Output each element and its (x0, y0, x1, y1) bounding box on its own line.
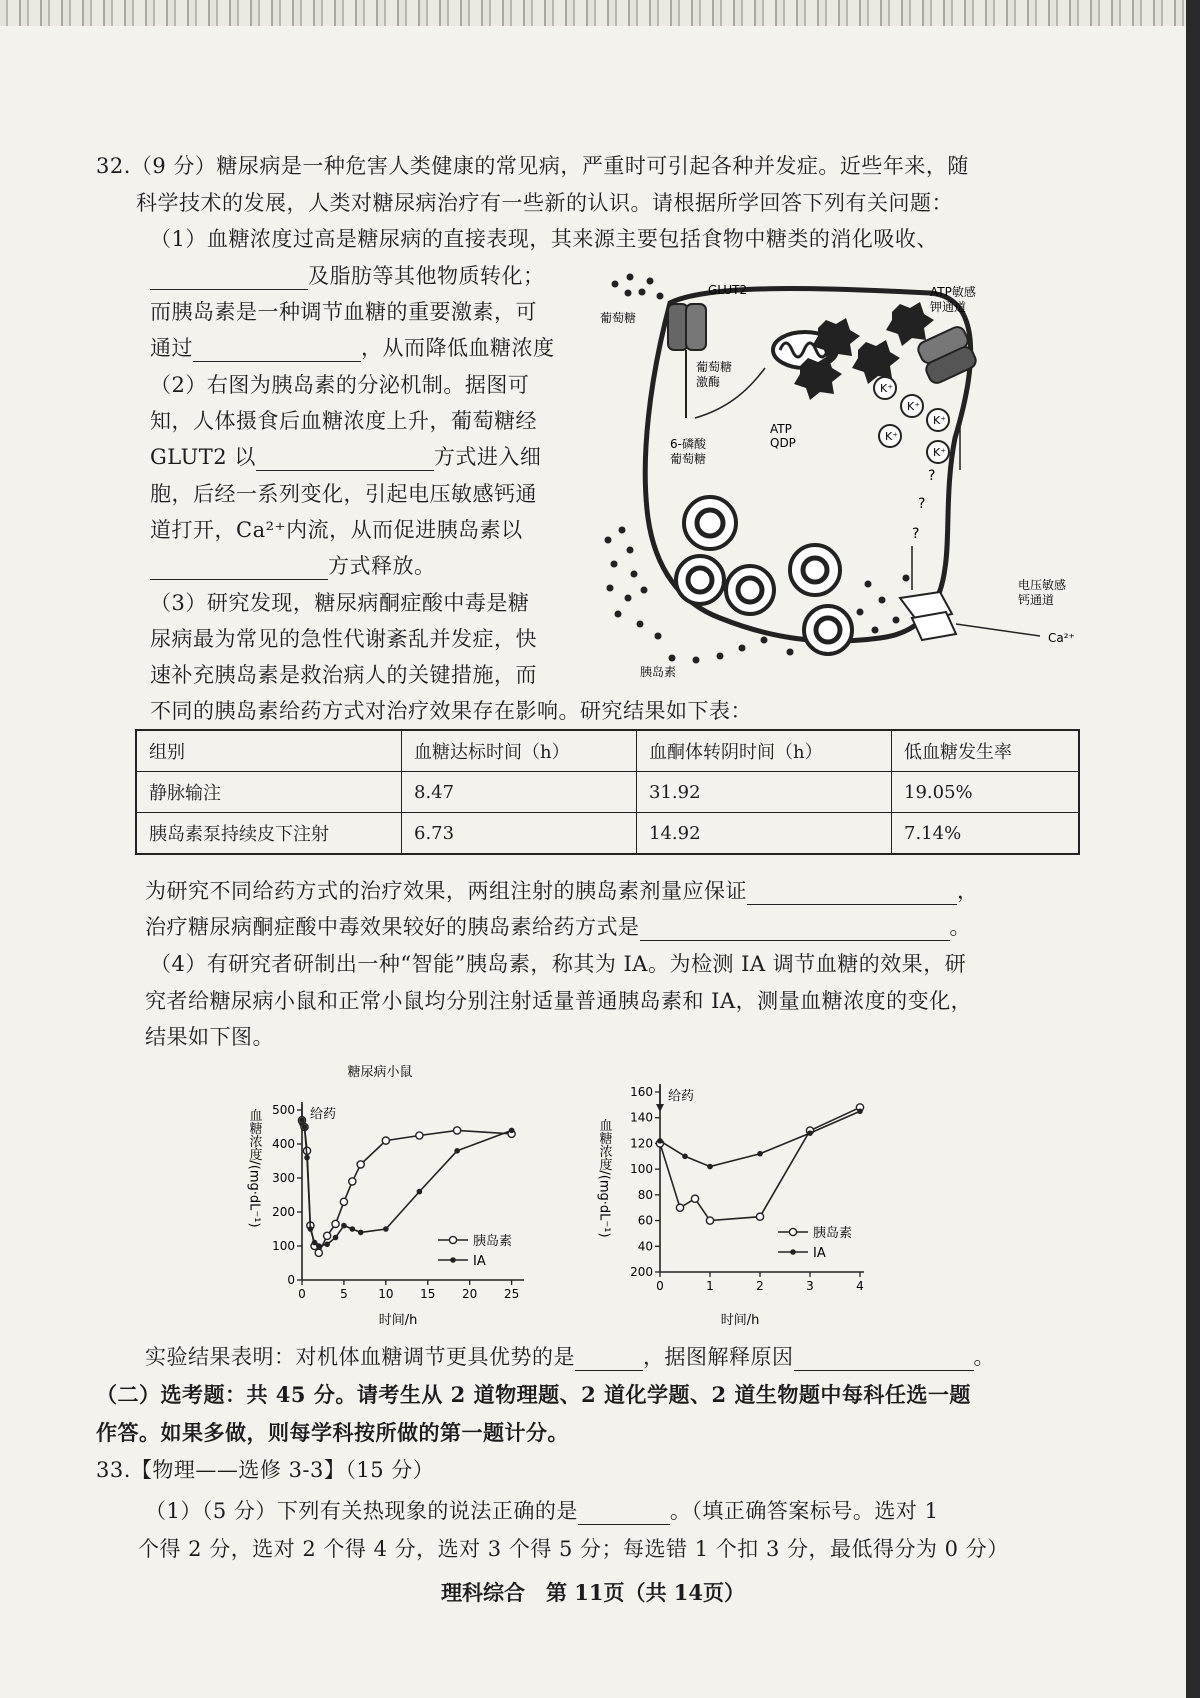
q32-conclusion: 实验结果表明：对机体血糖调节更具优势的是 ，据图解释原因 。 (145, 1345, 995, 1369)
q32-part2-line1: （2）右图为胰岛素的分泌机制。据图可 (150, 373, 530, 397)
table-cell: 胰岛素泵持续皮下注射 (136, 813, 402, 855)
data-point-ia (807, 1130, 813, 1136)
insulin-label: 胰岛素 (640, 665, 677, 679)
data-point-ia (383, 1226, 389, 1232)
q32-part2-line4: 胞，后经一系列变化，引起电压敏感钙通 (150, 482, 537, 506)
table-row (136, 813, 1079, 855)
q32-part1-line3: 而胰岛素是一种调节血糖的重要激素，可 (150, 300, 537, 324)
data-point-insulin (349, 1178, 356, 1185)
g6p-label: 6-磷酸葡萄糖 (670, 437, 707, 466)
answer-blank[interactable] (575, 1348, 643, 1371)
x-tick-label: 2 (756, 1279, 764, 1293)
table-cell: 6.73 (402, 813, 637, 855)
q33-line2: 个得 2 分，选对 2 个得 4 分，选对 3 个得 5 分；每选错 1 个扣 3 分，最低得分为 0 分） (138, 1537, 1009, 1561)
q32-part2-line2: 知，人体摄食后血糖浓度上升，葡萄糖经 (150, 409, 537, 433)
answer-blank[interactable] (640, 918, 950, 941)
ca-ion-label: Ca²⁺ (1048, 631, 1075, 645)
q32-part4-line3: 结果如下图。 (145, 1025, 274, 1049)
table-header-cell: 低血糖发生率 (892, 730, 1080, 772)
data-point-ia (417, 1189, 423, 1195)
data-point-ia (657, 1138, 663, 1144)
table-cell: 19.05% (892, 772, 1080, 813)
table-row (136, 772, 1079, 813)
answer-blank[interactable] (150, 267, 308, 290)
x-tick-label: 25 (503, 1287, 520, 1301)
q32-part4-line1: （4）有研究者研制出一种“智能”胰岛素，称其为 IA。为检测 IA 调节血糖的效果，研 (150, 952, 967, 976)
data-point-insulin (454, 1127, 461, 1134)
answer-blank[interactable] (747, 882, 957, 905)
y-tick-label: 100 (630, 1162, 653, 1177)
section2-line1: （二）选考题：共 45 分。请考生从 2 道物理题、2 道化学题、2 道生物题中每科任选一题 (96, 1382, 971, 1407)
potassium-ions (874, 377, 949, 463)
q32-after-table-line2: 治疗糖尿病酮症酸中毒效果较好的胰岛素给药方式是 。 (145, 915, 971, 939)
data-point-insulin (706, 1217, 713, 1224)
glucose-particles (612, 274, 664, 300)
legend-label: 胰岛素 (813, 1226, 853, 1241)
answer-blank[interactable] (578, 1502, 670, 1525)
data-point-insulin (756, 1213, 763, 1220)
data-point-ia (324, 1242, 330, 1248)
q33-line1: （1）（5 分）下列有关热现象的说法正确的是 。（填正确答案标号。选对 1 (145, 1499, 939, 1523)
y-tick-label: 100 (272, 1239, 295, 1253)
q32-part2-line5: 道打开，Ca²⁺内流，从而促进胰岛素以 (150, 518, 523, 542)
x-tick-label: 0 (656, 1279, 664, 1293)
data-point-ia (308, 1226, 314, 1232)
data-point-insulin (382, 1137, 389, 1144)
legend-marker (790, 1249, 796, 1255)
q32-part1-line1: （1）血糖浓度过高是糖尿病的直接表现，其来源主要包括食物中糖类的消化吸收、 (150, 227, 938, 251)
legend-marker (449, 1236, 456, 1243)
section2-line2: 作答。如果多做，则每学科按所做的第一题计分。 (96, 1420, 569, 1445)
data-point-ia (316, 1243, 322, 1249)
legend-label: 胰岛素 (473, 1234, 513, 1249)
y-tick-label: 160 (630, 1085, 653, 1099)
data-point-ia (857, 1108, 863, 1114)
page-edge-shadow (1186, 0, 1200, 1698)
x-tick-label: 10 (378, 1287, 394, 1301)
x-tick-label: 4 (856, 1279, 864, 1293)
table-header-cell: 血糖达标时间（h） (402, 730, 637, 772)
data-point-insulin (324, 1232, 331, 1239)
enzyme-label: 葡萄糖激酶 (696, 360, 733, 389)
data-point-insulin (676, 1204, 683, 1211)
data-point-ia (350, 1226, 356, 1232)
table-cell: 14.92 (637, 813, 892, 855)
k-channel-label: ATP敏感钾通道 (930, 285, 976, 314)
data-point-ia (304, 1155, 310, 1161)
q32-part3-line1: （3）研究发现，糖尿病酮症酸中毒是糖 (150, 591, 530, 615)
binding-edge (0, 0, 1200, 26)
q32-intro-line2: 科学技术的发展，人类对糖尿病治疗有一些新的认识。请根据所学回答下列有关问题： (136, 191, 953, 215)
q33-title: 33.【物理——选修 3-3】（15 分） (96, 1458, 435, 1482)
svg-text:K⁺: K⁺ (907, 400, 921, 413)
data-point-ia (299, 1117, 305, 1123)
q32-part2-line6: 方式释放。 (150, 552, 436, 580)
unknown-step-1: ? (928, 468, 936, 484)
data-point-insulin (315, 1249, 322, 1256)
answer-blank[interactable] (193, 339, 361, 362)
unknown-step-3: ? (912, 526, 920, 542)
q32-part4-line2: 究者给糖尿病小鼠和正常小鼠均分别注射适量普通胰岛素和 IA，测量血糖浓度的变化， (145, 989, 973, 1013)
y-tick-label: 500 (272, 1103, 295, 1117)
svg-text:K⁺: K⁺ (880, 382, 894, 395)
table-header-row (136, 730, 1079, 772)
y-tick-label: 0 (287, 1273, 295, 1287)
data-point-insulin (357, 1161, 364, 1168)
data-point-ia (358, 1230, 364, 1236)
q32-part1-line2: 及脂肪等其他物质转化； (150, 262, 545, 290)
series-line-insulin (302, 1120, 512, 1253)
q32-part2-line3: GLUT2 以 方式进入细 (150, 445, 542, 469)
y-tick-label: 200 (630, 1265, 653, 1279)
svg-text:K⁺: K⁺ (933, 446, 947, 459)
y-tick-label: 80 (637, 1187, 653, 1202)
data-point-ia (333, 1235, 339, 1241)
ca-channel (900, 592, 956, 640)
q32-part3-line2: 尿病最为常见的急性代谢紊乱并发症，快 (150, 627, 537, 651)
x-tick-label: 1 (706, 1279, 714, 1293)
svg-text:K⁺: K⁺ (933, 414, 947, 427)
answer-blank[interactable] (256, 448, 434, 471)
x-axis-label: 时间/h (720, 1313, 760, 1328)
data-point-ia (454, 1148, 460, 1154)
data-point-insulin (332, 1220, 339, 1227)
data-point-ia (707, 1164, 713, 1170)
data-point-insulin (416, 1132, 423, 1139)
table-header-cell: 组别 (136, 730, 402, 772)
x-tick-label: 3 (806, 1279, 814, 1293)
x-tick-label: 0 (298, 1287, 306, 1301)
glut2-transporter (668, 304, 706, 350)
legend-marker (789, 1228, 796, 1235)
table-cell: 31.92 (637, 772, 892, 813)
data-point-ia (302, 1124, 308, 1130)
glut2-label: GLUT2 (708, 283, 748, 297)
legend-marker (450, 1257, 456, 1263)
y-tick-label: 400 (272, 1137, 295, 1151)
answer-blank[interactable] (150, 557, 328, 580)
arrow-ca-in (956, 624, 1040, 636)
chart-title: 糖尿病小鼠 (347, 1065, 413, 1080)
y-tick-label: 120 (630, 1136, 653, 1151)
y-tick-label: 200 (272, 1205, 295, 1219)
ca-channel-label: 电压敏感钙通道 (1018, 578, 1067, 607)
series-line-ia (660, 1111, 860, 1166)
legend-label: IA (813, 1246, 826, 1261)
dose-annotation: 给药 (668, 1089, 695, 1104)
data-point-ia (757, 1151, 763, 1157)
dose-annotation: 给药 (310, 1107, 337, 1122)
x-axis-label: 时间/h (378, 1313, 418, 1328)
table-cell: 8.47 (402, 772, 637, 813)
table-header-cell: 血酮体转阴时间（h） (637, 730, 892, 772)
legend-label: IA (473, 1254, 486, 1269)
atp-adp-label: ATP QDP (770, 422, 796, 450)
q32-after-table-line1: 为研究不同给药方式的治疗效果，两组注射的胰岛素剂量应保证 ， (145, 879, 979, 903)
y-tick-label: 40 (637, 1239, 653, 1254)
data-point-ia (509, 1128, 515, 1134)
dose-arrow-head (656, 1104, 664, 1112)
chart-diabetic-mice (240, 1058, 540, 1330)
unknown-step-2: ? (918, 496, 926, 512)
x-tick-label: 20 (462, 1287, 478, 1301)
y-tick-label: 140 (630, 1110, 653, 1125)
insulin-secretion-diagram (600, 268, 1090, 680)
glucose-label: 葡萄糖 (600, 311, 637, 325)
results-table (135, 729, 1080, 855)
table-cell: 静脉输注 (136, 772, 402, 813)
data-point-ia (682, 1153, 688, 1159)
answer-blank[interactable] (794, 1348, 974, 1371)
x-tick-label: 5 (340, 1287, 348, 1301)
x-tick-label: 15 (420, 1287, 436, 1301)
chart-normal-mice (590, 1078, 890, 1330)
data-point-ia (341, 1223, 347, 1229)
data-point-insulin (691, 1195, 698, 1202)
y-tick-label: 300 (272, 1171, 295, 1185)
page-footer: 理科综合 第 11页（共 14页） (440, 1580, 746, 1605)
y-axis-label: 血糖浓度/(mg·dL⁻¹) (596, 1118, 612, 1238)
data-point-insulin (340, 1198, 347, 1205)
q32-intro-line1: 32.（9 分）糖尿病是一种危害人类健康的常见病，严重时可引起各种并发症。近些年来，随 (96, 154, 969, 178)
q32-part1-line4: 通过 ，从而降低血糖浓度 (150, 336, 555, 360)
y-axis-label: 血糖浓度/(mg·dL⁻¹) (246, 1108, 262, 1228)
y-tick-label: 60 (637, 1213, 653, 1228)
q32-part3-line3: 速补充胰岛素是救治病人的关键措施，而 (150, 663, 537, 687)
svg-text:K⁺: K⁺ (885, 430, 899, 443)
q32-part3-line4: 不同的胰岛素给药方式对治疗效果存在影响。研究结果如下表： (150, 699, 752, 723)
table-cell: 7.14% (892, 813, 1080, 855)
